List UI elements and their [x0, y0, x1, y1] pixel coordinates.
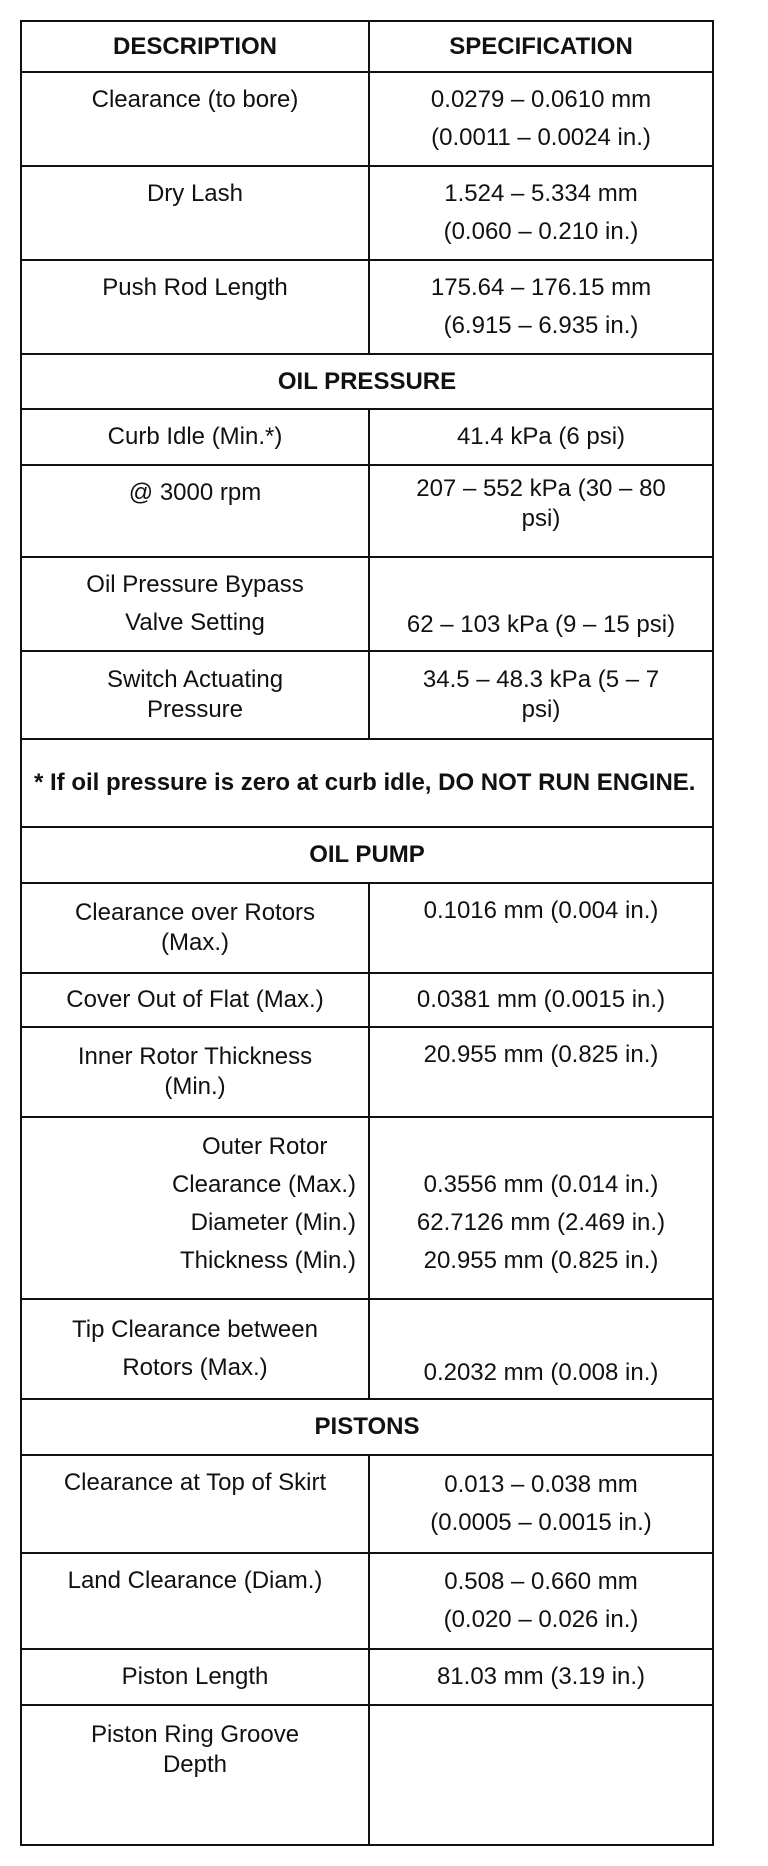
row-spec: 0.1016 mm (0.004 in.)	[423, 897, 659, 924]
row-spec-line: (6.915 – 6.935 in.)	[443, 312, 639, 339]
row-description: Curb Idle (Min.*)	[22, 410, 370, 464]
table-row	[22, 1118, 712, 1300]
row-spec	[370, 1706, 712, 1844]
outer-rotor-title: Outer Rotor	[201, 1133, 328, 1160]
header-specification: SPECIFICATION	[449, 32, 633, 60]
section-row	[22, 828, 712, 884]
table-row	[22, 167, 712, 261]
row-spec: 0.0381 mm (0.0015 in.)	[416, 986, 666, 1013]
row-description-line: (Min.)	[164, 1073, 226, 1100]
row-spec: 62 – 103 kPa (9 – 15 psi)	[406, 611, 676, 638]
table-header-row	[22, 22, 712, 73]
row-spec-line: (0.060 – 0.210 in.)	[443, 218, 639, 245]
section-title-pistons: PISTONS	[314, 1413, 420, 1440]
row-spec-line: 0.013 – 0.038 mm	[444, 1471, 638, 1498]
table-row	[22, 1650, 712, 1706]
row-description: Land Clearance (Diam.)	[22, 1554, 370, 1648]
row-spec-line: (0.0011 – 0.0024 in.)	[431, 124, 651, 151]
row-spec: 81.03 mm (3.19 in.)	[436, 1663, 646, 1690]
row-description-line: Thickness (Min.)	[179, 1247, 356, 1274]
header-description: DESCRIPTION	[22, 22, 370, 71]
oil-pressure-note: * If oil pressure is zero at curb idle, DO NOT RUN ENGINE.	[34, 769, 696, 796]
table-row	[22, 652, 712, 740]
row-description-line: Clearance (Max.)	[171, 1171, 356, 1198]
table-row	[22, 884, 712, 974]
row-spec-line: 20.955 mm (0.825 in.)	[423, 1247, 659, 1274]
table-row	[22, 974, 712, 1028]
row-spec-line: 0.0279 – 0.0610 mm	[430, 86, 652, 113]
row-description: Clearance at Top of Skirt	[22, 1456, 370, 1552]
row-description-line: Tip Clearance between	[72, 1316, 318, 1343]
spec-table	[20, 20, 714, 1846]
row-spec: 20.955 mm (0.825 in.)	[423, 1041, 659, 1068]
row-description-line: Rotors (Max.)	[122, 1354, 268, 1381]
row-description: Piston Length	[22, 1650, 370, 1704]
row-description-line: Valve Setting	[125, 609, 265, 636]
table-row	[22, 73, 712, 167]
row-spec-line: 1.524 – 5.334 mm	[444, 180, 638, 207]
row-description-line: (Max.)	[160, 929, 229, 956]
row-description-line: Depth	[162, 1751, 228, 1778]
row-description-line: Diameter (Min.)	[190, 1209, 356, 1236]
table-row	[22, 466, 712, 558]
row-description: @ 3000 rpm	[22, 466, 370, 556]
section-title-oil-pressure: OIL PRESSURE	[277, 367, 457, 395]
row-spec-line: 0.508 – 0.660 mm	[444, 1568, 638, 1595]
row-spec-line: (0.020 – 0.026 in.)	[443, 1606, 639, 1633]
row-description-line: Piston Ring Groove	[90, 1721, 300, 1748]
table-row	[22, 1028, 712, 1118]
row-spec-line: 207 – 552 kPa (30 – 80	[416, 475, 666, 502]
row-spec-line: 175.64 – 176.15 mm	[430, 274, 652, 301]
table-row	[22, 1706, 712, 1844]
row-description-line: Clearance over Rotors	[74, 899, 316, 926]
table-row	[22, 410, 712, 466]
row-spec-line: psi)	[521, 696, 561, 723]
row-spec-line: 34.5 – 48.3 kPa (5 – 7	[422, 666, 660, 693]
table-row	[22, 558, 712, 652]
table-row	[22, 1300, 712, 1400]
table-row	[22, 1554, 712, 1650]
row-description-line: Switch Actuating	[106, 666, 284, 693]
row-spec-line: psi)	[521, 505, 561, 532]
section-row	[22, 355, 712, 410]
row-spec-line: 0.3556 mm (0.014 in.)	[423, 1171, 659, 1198]
row-spec: 0.2032 mm (0.008 in.)	[423, 1359, 659, 1386]
row-spec-line: 62.7126 mm (2.469 in.)	[416, 1209, 666, 1236]
row-description-line: Oil Pressure Bypass	[86, 571, 304, 598]
row-description: Cover Out of Flat (Max.)	[22, 974, 370, 1026]
row-spec-line: (0.0005 – 0.0015 in.)	[430, 1509, 652, 1536]
row-description-line: Pressure	[146, 696, 244, 723]
note-row	[22, 740, 712, 828]
row-description: Push Rod Length	[22, 261, 370, 353]
row-description: Clearance (to bore)	[22, 73, 370, 165]
row-description-line: Inner Rotor Thickness	[77, 1043, 313, 1070]
section-title-oil-pump: OIL PUMP	[309, 841, 425, 868]
table-row	[22, 1456, 712, 1554]
section-row	[22, 1400, 712, 1456]
row-description: Dry Lash	[22, 167, 370, 259]
row-spec: 41.4 kPa (6 psi)	[456, 423, 626, 450]
table-row	[22, 261, 712, 355]
